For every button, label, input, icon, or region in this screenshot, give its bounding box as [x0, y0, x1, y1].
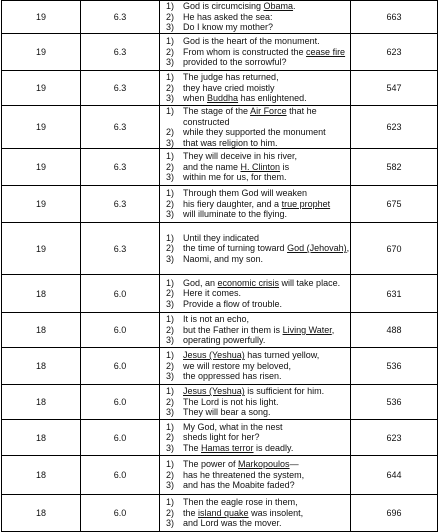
line-text: God is the heart of the monument.: [183, 36, 320, 47]
line-number: 2): [165, 243, 174, 254]
line-number: 2): [165, 324, 174, 335]
verse-line: [160, 432, 350, 443]
line-text: and the name H. Clinton is: [183, 161, 290, 172]
line-number: 2): [165, 127, 174, 137]
line-number: 3): [165, 209, 174, 220]
line-text: but the Father in them is Living Water,: [183, 324, 335, 335]
verse-cell: [160, 420, 351, 456]
verse-cell: [160, 348, 351, 385]
verse-line: [160, 518, 350, 529]
line-number: 3): [165, 407, 174, 418]
verse-line: [160, 36, 350, 47]
line-number: 1): [165, 350, 174, 361]
line-text: Then the eagle rose in them,: [183, 497, 298, 508]
verse-line: [160, 199, 350, 210]
verse-cell: [160, 385, 351, 420]
verse-line: [160, 314, 350, 325]
verse-cell: [160, 223, 351, 275]
col-value-cell: 6.3: [81, 186, 160, 223]
verse-line: [160, 443, 350, 454]
line-number: 1): [165, 72, 174, 83]
col-value-cell: 6.0: [81, 275, 160, 313]
col-count-cell: 19: [2, 149, 81, 186]
col-count-cell: 18: [2, 313, 81, 348]
col-count-cell: 18: [2, 420, 81, 456]
line-text: They will deceive in his river,: [183, 151, 298, 162]
line-text: will illuminate to the flying.: [183, 209, 288, 220]
line-number: 2): [165, 161, 174, 172]
underlined-term: Jesus (Yeshua): [183, 386, 245, 397]
line-text: Through them God will weaken: [183, 188, 308, 199]
verse-line: [160, 470, 350, 481]
line-text: From whom is constructed the cease fire: [183, 46, 346, 57]
line-text: the time of turning toward God (Jehovah),: [183, 243, 350, 254]
verse-line: [160, 335, 350, 346]
verse-line: [160, 47, 350, 58]
line-number: 1): [165, 314, 174, 325]
score-cell: 670: [351, 223, 438, 275]
line-number: 3): [165, 22, 174, 33]
underlined-term: true prophet: [281, 198, 331, 209]
score-cell: 488: [351, 313, 438, 348]
table-row: [2, 313, 438, 348]
line-number: 1): [165, 151, 174, 162]
line-number: 1): [165, 232, 174, 243]
line-text: He has asked the sea:: [183, 11, 273, 22]
line-text: while they supported the monument: [183, 127, 326, 137]
line-text: his fiery daughter, and a true prophet: [183, 198, 331, 209]
line-number: 3): [165, 518, 174, 529]
line-text: Here it comes.: [183, 288, 242, 299]
line-text: The Hamas terror is deadly.: [183, 442, 294, 453]
line-number: 1): [165, 277, 174, 288]
line-text: The stage of the Air Force that he constructed: [183, 106, 317, 127]
line-text: the island quake was insolent,: [183, 507, 304, 518]
line-number: 2): [165, 288, 174, 299]
line-number: 1): [165, 459, 174, 470]
col-value-cell: 6.3: [81, 1, 160, 34]
verse-line: [160, 386, 350, 397]
line-number: 2): [165, 396, 174, 407]
line-text: The Lord is not his light.: [183, 396, 279, 407]
col-count-cell: 19: [2, 71, 81, 106]
verse-line: [160, 188, 350, 199]
verse-line: [160, 397, 350, 408]
line-number: 3): [165, 335, 174, 346]
score-cell: 663: [351, 1, 438, 34]
verse-line: [160, 22, 350, 33]
verse-line: [160, 480, 350, 491]
line-number: 1): [165, 106, 174, 116]
line-number: 2): [165, 46, 174, 57]
line-text: that was religion to him.: [183, 137, 278, 148]
col-count-cell: 18: [2, 385, 81, 420]
verse-cell: [160, 456, 351, 495]
underlined-term: Markopoulos: [238, 459, 290, 470]
line-text: Do I know my mother?: [183, 22, 274, 33]
verse-cell: [160, 71, 351, 106]
underlined-term: Living Water: [282, 324, 332, 335]
table-row: [2, 186, 438, 223]
verse-line: [160, 1, 350, 12]
table-row: [2, 348, 438, 385]
verse-line: [160, 209, 350, 220]
line-text: they have cried moistly: [183, 82, 275, 93]
verse-line: [160, 350, 350, 361]
line-text: Provide a flow of trouble.: [183, 298, 283, 309]
table-row: [2, 223, 438, 275]
verse-line: [160, 299, 350, 310]
line-number: 3): [165, 137, 174, 148]
line-text: the oppressed has risen.: [183, 371, 282, 382]
score-cell: 696: [351, 495, 438, 532]
line-number: 1): [165, 421, 174, 432]
line-text: within me for us, for them.: [183, 172, 287, 183]
col-count-cell: 19: [2, 34, 81, 71]
col-count-cell: 18: [2, 348, 81, 385]
line-text: has he threatened the system,: [183, 469, 305, 480]
col-count-cell: 19: [2, 223, 81, 275]
col-value-cell: 6.3: [81, 223, 160, 275]
line-number: 3): [165, 253, 174, 264]
table-row: [2, 275, 438, 313]
line-text: My God, what in the nest: [183, 421, 283, 432]
line-text: sheds light for her?: [183, 432, 260, 443]
verse-table: [1, 0, 437, 532]
score-cell: 623: [351, 106, 438, 149]
underlined-term: island quake: [198, 507, 249, 518]
verse-line: [160, 138, 350, 149]
line-number: 2): [165, 198, 174, 209]
col-value-cell: 6.3: [81, 71, 160, 106]
verse-line: [160, 233, 350, 244]
col-count-cell: 18: [2, 495, 81, 532]
line-number: 2): [165, 360, 174, 371]
col-value-cell: 6.3: [81, 106, 160, 149]
table-row: [2, 1, 438, 34]
line-number: 2): [165, 469, 174, 480]
line-number: 2): [165, 507, 174, 518]
line-number: 3): [165, 172, 174, 183]
col-value-cell: 6.3: [81, 149, 160, 186]
verse-line: [160, 93, 350, 104]
line-number: 1): [165, 497, 174, 508]
verse-line: [160, 151, 350, 162]
line-text: when Buddha has enlightened.: [183, 93, 307, 104]
line-number: 2): [165, 82, 174, 93]
col-value-cell: 6.0: [81, 495, 160, 532]
line-number: 3): [165, 442, 174, 453]
verse-line: [160, 422, 350, 433]
verse-cell: [160, 1, 351, 34]
line-number: 1): [165, 36, 174, 47]
line-number: 3): [165, 371, 174, 382]
line-text: The judge has returned,: [183, 72, 279, 83]
col-value-cell: 6.0: [81, 348, 160, 385]
col-value-cell: 6.0: [81, 456, 160, 495]
col-value-cell: 6.0: [81, 420, 160, 456]
col-count-cell: 18: [2, 456, 81, 495]
line-text: The power of Markopoulos—: [183, 459, 299, 470]
underlined-term: cease fire: [306, 46, 346, 57]
line-text: operating powerfully.: [183, 335, 266, 346]
score-cell: 644: [351, 456, 438, 495]
line-number: 2): [165, 11, 174, 22]
line-text: Until they indicated: [183, 232, 260, 243]
verse-line: [160, 57, 350, 68]
verse-line: [160, 288, 350, 299]
col-count-cell: 19: [2, 1, 81, 34]
verse-line: [160, 83, 350, 94]
underlined-term: God (Jehovah): [287, 243, 347, 254]
line-text: and has the Moabite faded?: [183, 480, 295, 491]
underlined-term: Buddha: [207, 93, 239, 104]
verse-cell: [160, 149, 351, 186]
verse-cell: [160, 34, 351, 71]
col-value-cell: 6.3: [81, 34, 160, 71]
verse-line: [160, 243, 350, 254]
line-text: God is circumcising Obama.: [183, 1, 296, 12]
underlined-term: H. Clinton: [240, 161, 281, 172]
verse-line: [160, 278, 350, 289]
line-number: 3): [165, 480, 174, 491]
col-count-cell: 19: [2, 186, 81, 223]
verse-line: [160, 508, 350, 519]
line-number: 2): [165, 432, 174, 443]
score-cell: 582: [351, 149, 438, 186]
line-number: 1): [165, 386, 174, 397]
underlined-term: Obama: [263, 1, 294, 12]
line-text: we will restore my beloved,: [183, 360, 292, 371]
line-text: It is not an echo,: [183, 314, 250, 325]
underlined-term: Jesus (Yeshua): [183, 350, 245, 361]
score-cell: 631: [351, 275, 438, 313]
line-number: 1): [165, 1, 174, 12]
verse-line: [160, 497, 350, 508]
score-cell: 623: [351, 420, 438, 456]
verse-line: [160, 254, 350, 265]
underlined-term: Hamas terror: [201, 442, 254, 453]
verse-line: [160, 72, 350, 83]
score-cell: 675: [351, 186, 438, 223]
line-number: 1): [165, 188, 174, 199]
line-number: 3): [165, 298, 174, 309]
table-row: [2, 34, 438, 71]
col-value-cell: 6.0: [81, 313, 160, 348]
verse-cell: [160, 313, 351, 348]
table-row: [2, 385, 438, 420]
verse-line: [160, 407, 350, 418]
table-row: [2, 71, 438, 106]
score-cell: 536: [351, 385, 438, 420]
line-text: Jesus (Yeshua) has turned yellow,: [183, 350, 320, 361]
col-count-cell: 18: [2, 275, 81, 313]
underlined-term: Air Force: [250, 106, 287, 116]
verse-cell: [160, 495, 351, 532]
verse-line: [160, 459, 350, 470]
line-text: They will bear a song.: [183, 407, 271, 418]
line-text: Jesus (Yeshua) is sufficient for him.: [183, 386, 325, 397]
line-number: 3): [165, 57, 174, 68]
verse-line: [160, 127, 350, 138]
line-text: Naomi, and my son.: [183, 253, 264, 264]
verse-cell: [160, 186, 351, 223]
verse-line: [160, 12, 350, 23]
line-text: provided to the sorrowful?: [183, 57, 287, 68]
table-row: [2, 106, 438, 149]
line-text: God, an economic crisis will take place.: [183, 277, 341, 288]
underlined-term: economic crisis: [217, 277, 280, 288]
score-cell: 547: [351, 71, 438, 106]
verse-line: [160, 361, 350, 372]
score-cell: 623: [351, 34, 438, 71]
table-row: [2, 420, 438, 456]
verse-line: [160, 162, 350, 173]
col-value-cell: 6.0: [81, 385, 160, 420]
table-body: [2, 1, 438, 532]
verse-line: [160, 371, 350, 382]
table-row: [2, 495, 438, 532]
verse-line: [160, 172, 350, 183]
verse-line: [160, 325, 350, 336]
verse-cell: [160, 275, 351, 313]
line-number: 3): [165, 93, 174, 104]
verse-cell: [160, 106, 351, 149]
verse-line: [160, 106, 350, 127]
score-cell: 536: [351, 348, 438, 385]
line-text: and Lord was the mover.: [183, 518, 282, 529]
table-row: [2, 149, 438, 186]
table-row: [2, 456, 438, 495]
col-count-cell: 19: [2, 106, 81, 149]
